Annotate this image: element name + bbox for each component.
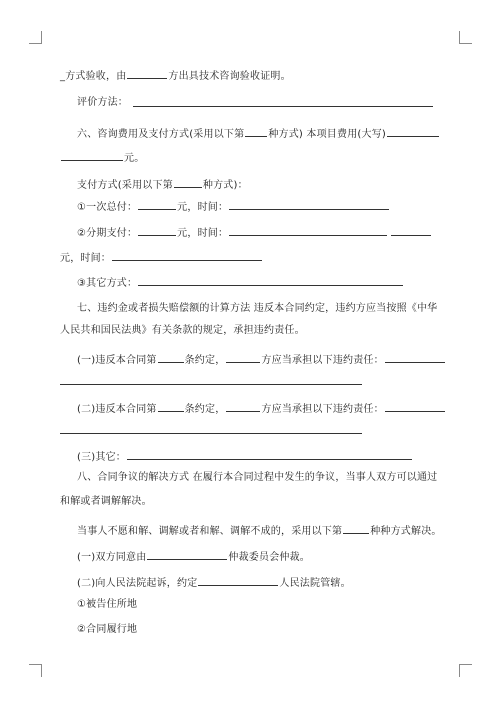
amount-field[interactable] xyxy=(138,198,176,210)
liability-field[interactable] xyxy=(385,400,445,412)
installment-continued-line: 元，时间： xyxy=(60,249,263,266)
litigation-line: (二)向人民法院起诉，约定 人民法院管辖。 xyxy=(77,574,351,591)
corner-mark-top-right xyxy=(459,31,472,44)
section-8-heading: 八、合同争议的解决方式 在履行本合同过程中发生的争议，当事人双方可以通过 xyxy=(77,472,438,483)
section-7-continued: 人民共和国民法典》有关条款的规定，承担违约责任。 xyxy=(60,325,305,336)
date-field[interactable] xyxy=(229,198,389,210)
blank-field[interactable] xyxy=(245,125,267,137)
breach-clause-2-line: (二)违反本合同第 条约定， 方应当承担以下违约责任： xyxy=(77,400,446,417)
blank-field[interactable] xyxy=(127,67,167,79)
liability-field[interactable] xyxy=(385,351,445,363)
corner-mark-bottom-right xyxy=(459,664,472,677)
option-contract-place: ②合同履行地 xyxy=(77,624,138,635)
amount-field[interactable] xyxy=(138,224,176,236)
corner-mark-bottom-left xyxy=(29,664,42,677)
other-clause-field[interactable] xyxy=(127,448,412,460)
amount-continued-line: 元。 xyxy=(60,149,144,166)
arbitration-commission-field[interactable] xyxy=(147,548,227,560)
option-defendant-domicile: ①被告住所地 xyxy=(77,599,138,610)
blank-field[interactable] xyxy=(391,224,431,236)
consulting-fee-line: 六、咨询费用及支付方式(采用以下第 种方式) 本项目费用(大写) xyxy=(77,125,440,142)
section-8-continued: 和解或者调解解决。 xyxy=(60,496,152,507)
section-7-heading: 七、违约金或者损失赔偿额的计算方法 违反本合同约定，违约方应当按照《中华 xyxy=(77,303,438,314)
date-field[interactable] xyxy=(112,249,262,261)
lump-sum-payment-line: ①一次总付： 元，时间： xyxy=(77,198,390,215)
party-field[interactable] xyxy=(226,351,260,363)
other-method-field[interactable] xyxy=(138,274,403,286)
article-number-field[interactable] xyxy=(158,400,184,412)
evaluation-method-field[interactable] xyxy=(133,106,433,107)
amount-continued-field[interactable] xyxy=(61,149,123,161)
liability-continued-field[interactable] xyxy=(60,433,362,434)
amount-uppercase-field[interactable] xyxy=(387,125,439,137)
other-clause-line: (三)其它： xyxy=(77,448,413,465)
installment-payment-line: ②分期支付： 元，时间： xyxy=(77,224,432,241)
payment-method-line: 支付方式(采用以下第 种方式)： xyxy=(77,176,248,193)
liability-continued-field[interactable] xyxy=(60,384,362,385)
acceptance-line: _方式验收，由 方出具技术咨询验收证明。 xyxy=(60,67,291,84)
court-field[interactable] xyxy=(198,574,278,586)
article-number-field[interactable] xyxy=(158,351,184,363)
party-field[interactable] xyxy=(226,400,260,412)
other-payment-line: ③其它方式： xyxy=(77,274,404,291)
breach-clause-1-line: (一)违反本合同第 条约定， 方应当承担以下违约责任： xyxy=(77,351,446,368)
date-field[interactable] xyxy=(229,224,387,236)
dispute-method-line: 当事人不愿和解、调解或者和解、调解不成的，采用以下第 种种方式解决。 xyxy=(77,522,442,539)
evaluation-method-label: 评价方法： xyxy=(77,97,128,108)
arbitration-line: (一)双方同意由 仲裁委员会仲裁。 xyxy=(77,548,310,565)
corner-mark-top-left xyxy=(29,31,42,44)
blank-field[interactable] xyxy=(174,176,202,188)
blank-field[interactable] xyxy=(343,522,369,534)
